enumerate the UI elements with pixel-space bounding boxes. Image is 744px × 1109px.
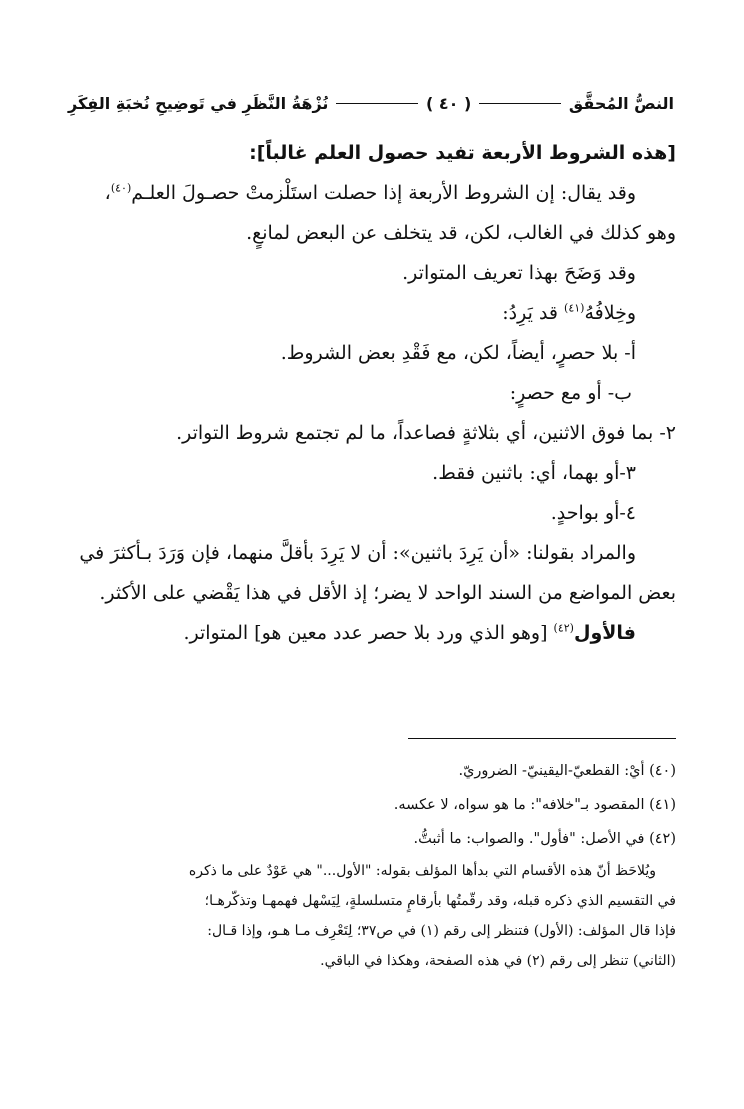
paragraph-1-line-1 [66, 173, 676, 213]
footnotes [66, 754, 676, 976]
paragraph-4-line-2: بعض المواضع من السند الواحد لا يضر؛ إذ الأقل في هذا يَقْضي على الأكثر. [99, 582, 676, 604]
footnote-ref-40[interactable]: (٤٠) [110, 181, 132, 195]
p3-text-start: وخِلافُهُ [584, 302, 636, 324]
page-number: ( ٤٠ ) [426, 93, 472, 113]
list-item-2: ٢- بما فوق الاثنين، أي بثلاثةٍ فصاعداً، ما لم تجتمع شروط التواتر. [176, 422, 676, 444]
paragraph-4-line-1: والمراد بقولنا: «أن يَرِدَ باثنين»: أن لا يَرِدَ بأقلَّ منهما، فإن وَرَدَ بـأكثرَ في [79, 542, 636, 564]
header-rule-right [479, 103, 561, 104]
p3-text-end: قد يَرِدُ: [502, 302, 565, 324]
section-heading: [هذه الشروط الأربعة تفيد حصول العلم غالباً]: [249, 142, 676, 164]
p1-comma: ، [104, 182, 111, 204]
header-section-title: النصُّ المُحقَّق [568, 93, 674, 113]
footnote-note-line-2: في التقسيم الذي ذكره قبله، وقد رقّمتُها بأرقامٍ متسلسلةٍ، لِيَسْهل فهمهـا وتذكّرهـا؛ [204, 893, 676, 909]
list-item-4: ٤-أو بواحدٍ. [550, 502, 636, 524]
footnote-note-line-3: فإذا قال المؤلف: (الأول) فتنظر إلى رقم (١) في ص٣٧؛ لِتَعْرِف مـا هـو، وإذا قـال: [207, 923, 676, 939]
paragraph-3 [66, 293, 676, 333]
paragraph-1-line-2: وهو كذلك في الغالب، لكن، قد يتخلف عن البعض لمانعٍ. [246, 222, 676, 244]
footnote-ref-42[interactable]: (٤٢) [553, 621, 574, 635]
header-book-title: نُزْهَةُ النَّظَرِ في تَوضِيحِ نُخبَةِ الفِكَرِ [67, 93, 329, 113]
list-item-a: أ- بلا حصرٍ، أيضاً، لكن، مع فَقْدِ بعض الشروط. [280, 342, 636, 364]
p5-bold-term: فالأول [573, 622, 636, 644]
footnote-note-line-4: (الثاني) تنظر إلى رقم (٢) في هذه الصفحة، وهكذا في الباقي. [320, 953, 676, 969]
footnote-42: (٤٢) في الأصل: "فأول". والصواب: ما أثبتُّ. [413, 831, 676, 847]
footnote-40: (٤٠) أيْ: القطعيّ-اليقينيّ- الضروريّ. [458, 763, 676, 779]
p1-text: وقد يقال: إن الشروط الأربعة إذا حصلت استَلْزمتْ حصـولَ العلـم [131, 182, 636, 204]
list-item-b: ب- أو مع حصرٍ: [509, 382, 632, 404]
p5-text: [وهو الذي ورد بلا حصر عدد معين هو] المتواتر. [183, 622, 554, 644]
footnote-41: (٤١) المقصود بـ"خلافه": ما هو سواه، لا عكسه. [393, 797, 676, 813]
header-rule-left [336, 103, 418, 104]
paragraph-2: وقد وَضَحَ بهذا تعريف المتواتر. [402, 262, 636, 284]
running-header [68, 86, 674, 120]
footnote-separator [408, 738, 676, 739]
footnote-note-line-1: ويُلاحَظ أنّ هذه الأقسام التي بدأها المؤلف بقوله: "الأول..." هي عَوْدٌ على ما ذكره [188, 863, 656, 879]
footnote-ref-41[interactable]: (٤١) [564, 301, 585, 315]
paragraph-5 [66, 613, 676, 653]
list-item-3: ٣-أو بهما، أي: باثنين فقط. [432, 462, 636, 484]
main-text [66, 133, 676, 653]
